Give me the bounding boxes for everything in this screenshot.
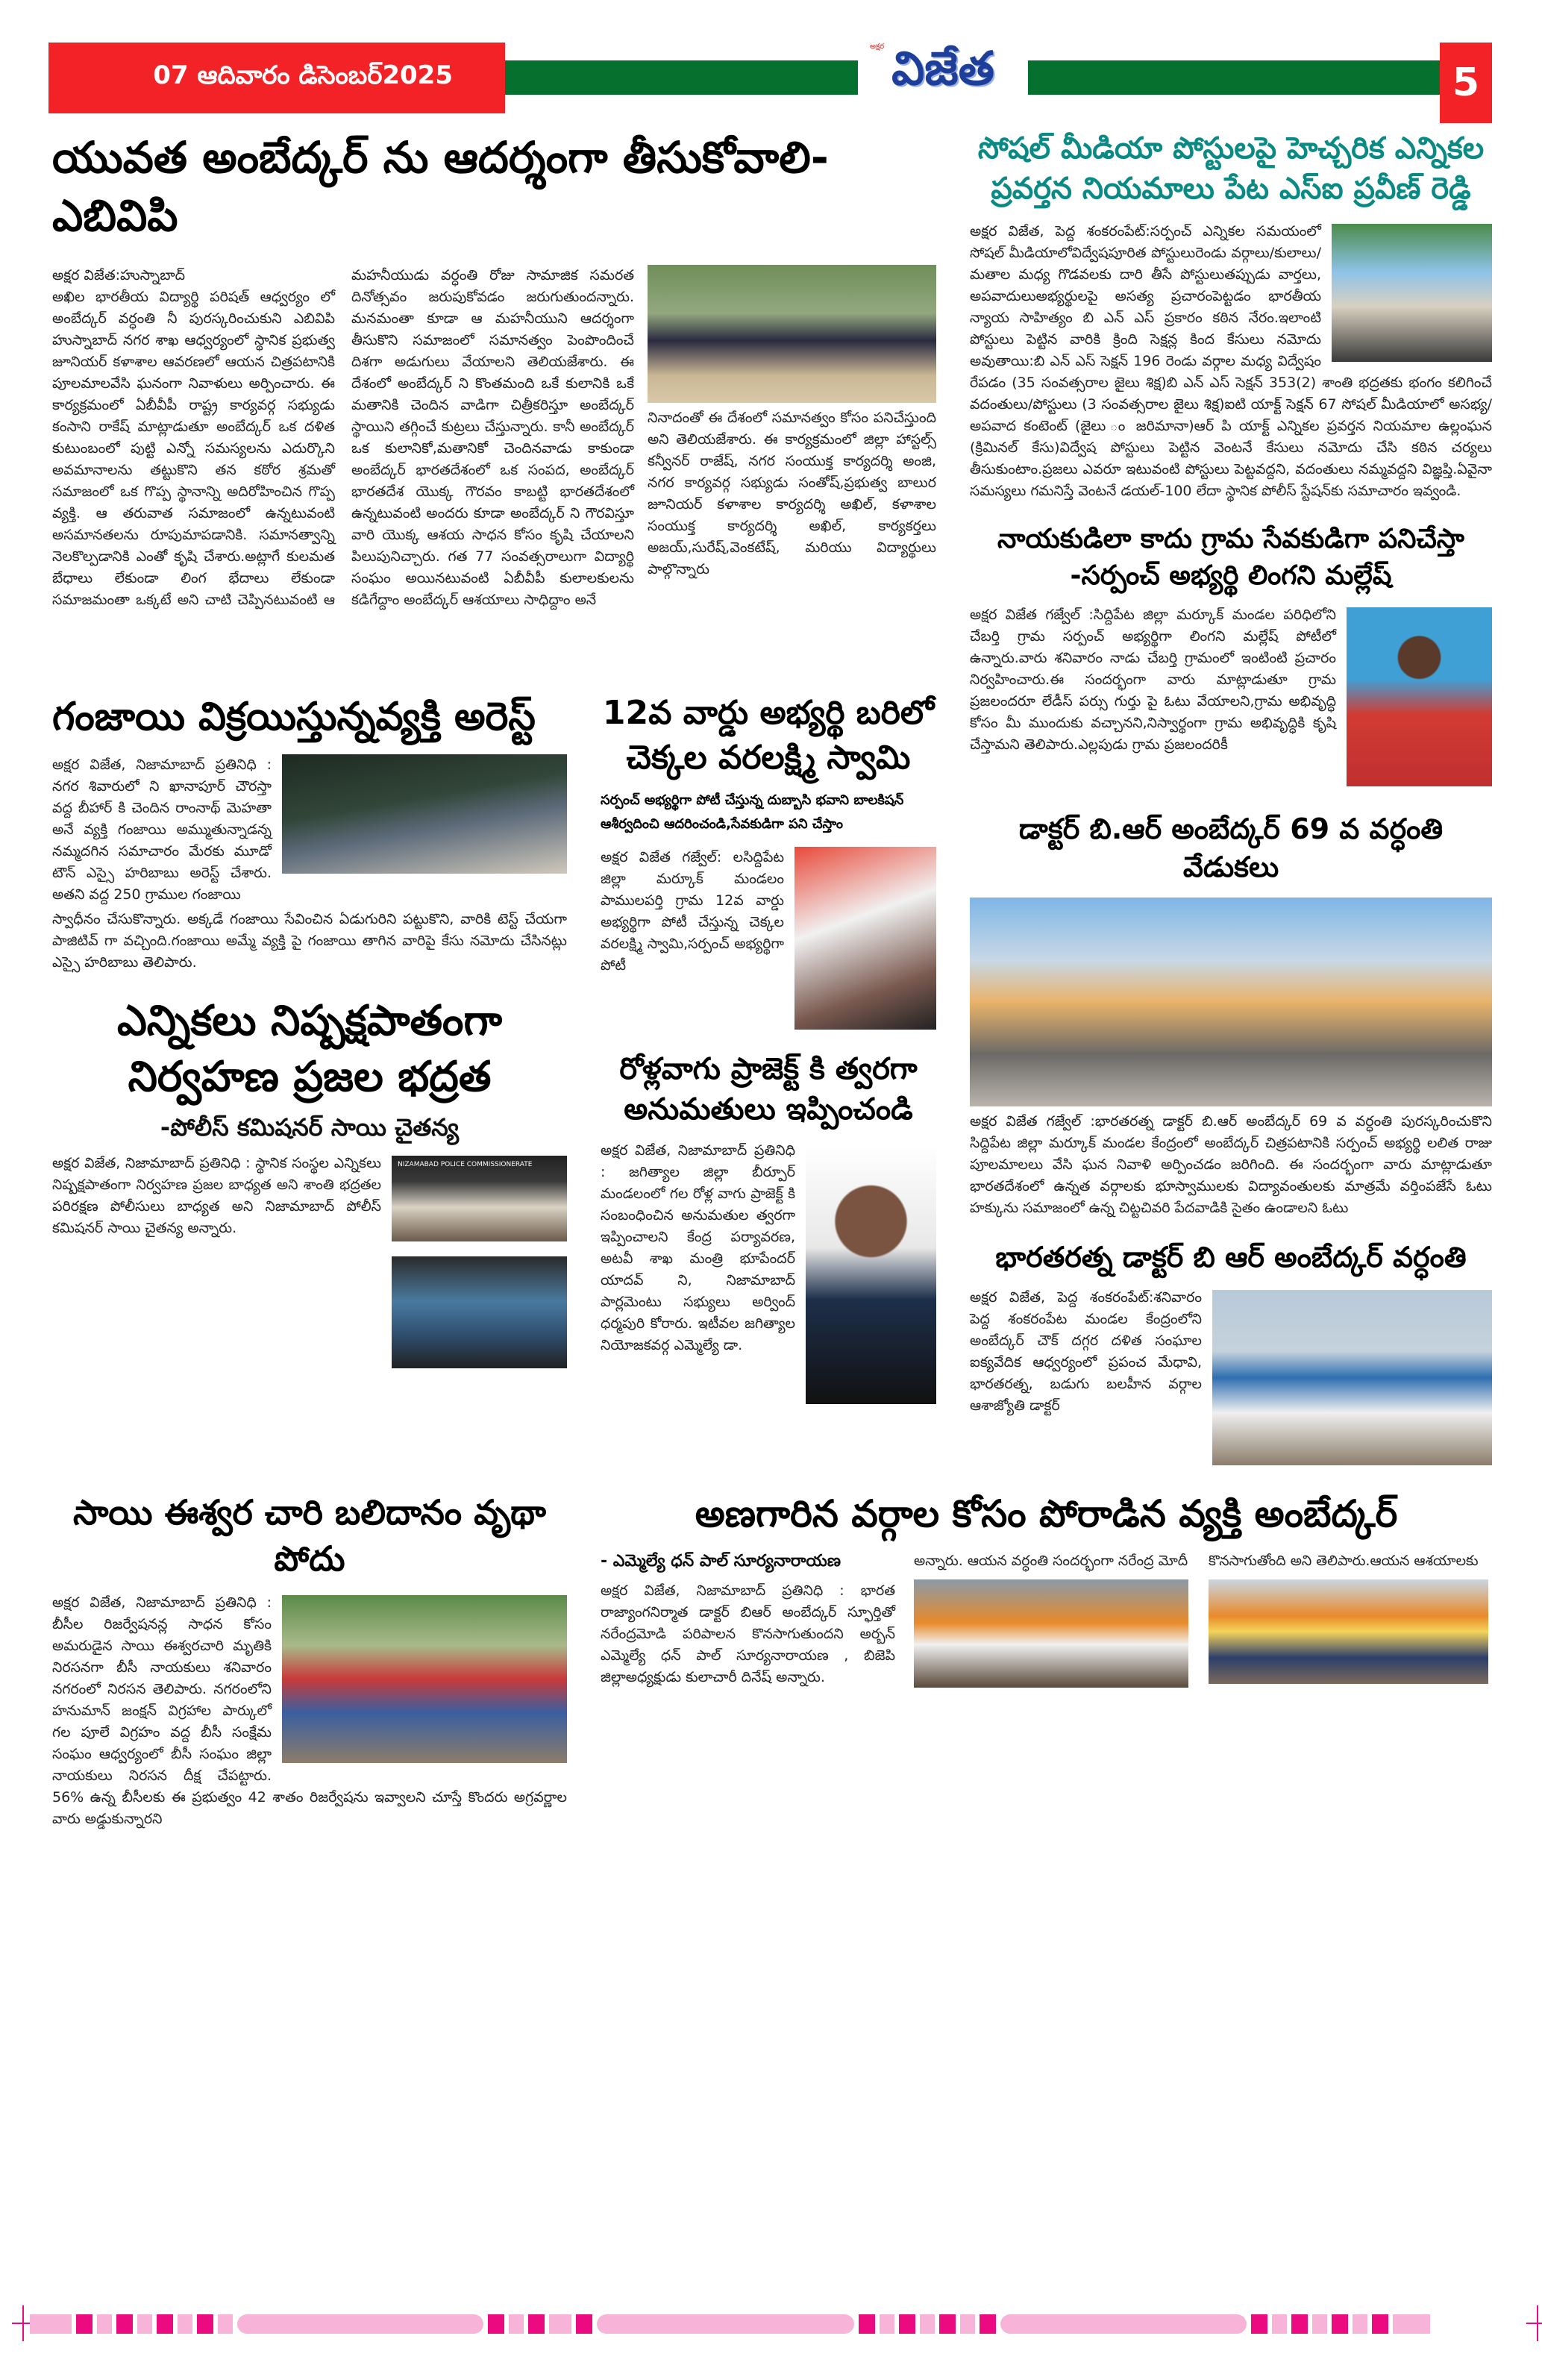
subtitle-elections: -పోలీస్ కమిషనర్ సాయి చైతన్య	[160, 1112, 460, 1142]
article-text: అఖిల భారతీయ విద్యార్థి పరిషత్ ఆధ్వర్యం లో అంబేద్కర్ వర్ధంతి నీ పురస్కరించుకుని ఎబివిపి హుస్నాబాద్ నగర శాఖ ఆధ్వర్యంలో స్థానిక ప్రభుత్వ జూనియర్ కళాశాల ఆవరణలో ఆయన చిత్రపటానికి పూలమాలవేసి ఘనంగా నివాళులు అర్పించారు. ఈ కార్యక్రమంలో ఏబీవీపీ రాష్ట్ర కార్యవర్గ సభ్యుడు కంసాని రాకేష్ మాట్లాడుతూ అంబేద్కర్ ఒక దళిత కుటుంబంలో పుట్టి ఎన్నో సమస్యలను ఎదుర్కొని అవమానాలను తట్టుకొని తన కఠోర శ్రమతో సమాజంలో ఒక గొప్ప స్థానాన్ని అదిరోహించిన గొప్ప వ్యక్తి. ఆ తరువాత సమాజంలో ఉన్నటువంటి అసమానతలను రూపుమాపడానికి. సమానత్వాన్ని నెలకొల్పడానికి ఎంతో కృషి చేశారు.అట్లాగే కులమత బేధాలు లేకుండా లింగ భేదాలు లేకుండా సమాజమంతా ఒక్కటే అని చాటి చెప్పినటువంటి ఆ మహనీయుడు వర్ధంతి రోజు సామాజిక సమరత దినోత్సవం జరుపుకోవడం జరుగుతుందన్నారు. మనమంతా కూడా ఆ మహనీయుని ఆదర్శంగా తీసుకొని సమాజంలో సమానత్వం పెంపొందించే దిశగా అడుగులు వేయాలని తెలియజేశారు. ఈ దేశంలో అంబేద్కర్ ని కొంతమంది ఒకే కులానికి ఒకే మతానికి చెందిన వాడిగా చిత్రీకరిస్తూ అంబేద్కర్ స్థాయిని తగ్గించే కుట్రలు చేస్తున్నారు. కానీ అంబేద్కర్ ఒక కులానికో,మతానికో చెందినవాడు కాకుండా అంబేద్కర్ భారతదేశంలో ఒక సంపద, అంబేద్కర్ భారతదేశ యొక్క గౌరవం కాబట్టి భారతదేశంలో ఉన్నటువంటి అందరు కూడా అంబేద్కర్ ని గౌరవిస్తూ వారి యొక్క ఆశయ సాధన కోసం కృషి చేయాలని పిలుపునిచ్చారు. గత 77 సంవత్సరాలుగా విద్యార్థి సంఘం అయినటువంటి ఏబీవీపీ కులాలకులను కడిగేద్దాం అంబేద్కర్ ఆశయాలు సాధిద్దాం అనే	[52, 266, 634, 608]
article-text: అక్షర విజేత, నిజామాబాద్ ప్రతినిధి : జగిత్యాల జిల్లా బీర్పూర్ మండలంలో గల రోళ్ల వాగు ప్రాజెక్ట్ కి సంబంధించిన అనుమతుల త్వరగా ఇప్పించాలని కేంద్ర పర్యావరణ, అటవీ శాఖ మంత్రి భూపేందర్ యాదవ్ ని, నిజామాబాద్ పార్లమెంటు సభ్యులు అర్వింద్ ధర్మపురి కోరారు. ఇటీవల జగిత్యాల నియోజకవర్గ ఎమ్మెల్యే డా.	[601, 1142, 795, 1354]
logo-tag: అక్షర	[870, 43, 885, 51]
article-abvp-body	[52, 265, 634, 611]
headline-line: ఎన్నికలు నిష్పక్షపాతంగా	[116, 996, 503, 1045]
right-column	[970, 128, 1492, 1470]
photo-caption: NIZAMABAD POLICE COMMISSIONERATE	[398, 1161, 533, 1168]
abvp-side	[648, 265, 936, 580]
photo-ambedkar-69-gathering	[970, 898, 1492, 1106]
headline-line: నిర్వహణ ప్రజల భద్రత	[128, 1053, 492, 1102]
headline-ganjai: గంజాయి విక్రయిస్తున్నవ్యక్తి అరెస్ట్	[52, 695, 536, 740]
article-sai-eshwar	[52, 1489, 567, 1830]
article-elections	[52, 993, 567, 1373]
anagarina-col2	[914, 1550, 1190, 1688]
subhead-ward12	[601, 789, 936, 836]
photo-mallesh-portrait	[1347, 607, 1492, 786]
subhead-line: ఆశీర్వదించి ఆదరించండి,సేవకుడిగా పని చేస్తాం	[601, 816, 843, 833]
article-abvp-continued: నినాదంతో ఈ దేశంలో సమానత్వం కోసం పనిచేస్తుంది అని తెలియజేశారు. ఈ కార్యక్రమంలో జిల్లా హాస్టల్స్ కన్వీనర్ రాజేష్, నగర సంయుక్త కార్యదర్శి అంజి, నగర కార్యవర్గ సభ్యుడు సంతోష్,ప్రభుత్వ బాలుర జూనియర్ కళాశాల కార్యదర్శి అఖిల్, కళాశాల సంయుక్త కార్యదర్శి అఖిల్, కార్యకర్తలు అజయ్,సురేష్,వెంకటేష్, మరియు విద్యార్థులు పాల్గొన్నారు	[648, 409, 936, 577]
article-social-media-body	[970, 221, 1492, 502]
article-text: అక్షర విజేత, పెద్ద శంకరంపేట్:శనివారం పెద్ద శంకరంపేట మండల కేంద్రంలోని అంబేద్కర్ చౌక్ దగ్గర దళిత సంఘాల ఐక్యవేదిక ఆధ్వర్యంలో ప్రపంచ మేధావి, భారతరత్న, బడుగు బలహీన వర్గాల ఆశాజ్యోతి డాక్టర్	[970, 1289, 1202, 1415]
headline-ambedkar-69: డాక్టర్ బి.ఆర్ అంబేద్కర్ 69 వ వర్ధంతి వేడుకలు	[1018, 812, 1444, 884]
page-number: 5	[1440, 43, 1492, 123]
masthead-band-left	[505, 60, 858, 95]
article-anagarina-col3: కొనసాగుతోంది అని తెలిపారు.ఆయన ఆశయాలకు	[1209, 1552, 1479, 1569]
photo-ward12-campaign	[794, 847, 936, 1030]
headline-line: నాయకుడిలా కాదు గ్రామ సేవకుడిగా పనిచేస్తా	[997, 524, 1464, 554]
article-grid	[52, 128, 1492, 1830]
article-sai-eshwar-body	[52, 1592, 567, 1830]
article-mallesh-body	[970, 604, 1492, 791]
headline-line: 12వ వార్డు అభ్యర్థి బరిలో	[602, 694, 935, 733]
newspaper-logo	[858, 39, 1028, 113]
masthead-band-right	[1028, 60, 1440, 95]
article-mallesh	[970, 522, 1492, 791]
article-text: అక్షర విజేత, నిజామాబాద్ ప్రతినిధి : బీసీల రిజర్వేషనన్ల సాధన కోసం అమరుడైన సాయి ఈశ్వరచారి మృతికి నిరసనగా బీసీ నాయకులు శనివారం నగరంలో నిరసన తెలిపారు. నగరంలోని హనుమాన్ జంక్షన్ విగ్రహాల పార్కులో గల పూలే విగ్రహం వద్ద బీసీ సంక్షేమ సంఘం ఆధ్వర్యంలో బీసీ సంఘం జిల్లా నాయకులు నిరసన దీక్ష చేపట్టారు. 56% ఉన్న బీసీలకు ఈ ప్రభుత్వం 42 శాతం రిజర్వేషను ఇవ్వాలని చూస్తే కొందరు అగ్రవర్ణాల వారు అడ్డుకున్నారని	[52, 1594, 567, 1828]
anagarina-col1	[601, 1550, 895, 1689]
photo-bc-protest	[282, 1595, 567, 1763]
article-bharataratna-body	[970, 1287, 1492, 1470]
headline-line: చెక్కల వరలక్ష్మి స్వామి	[626, 738, 911, 777]
article-bharataratna	[970, 1238, 1492, 1470]
photo-group-elections	[392, 1156, 567, 1368]
photo-commissioner-meeting	[392, 1156, 567, 1241]
dateline: అక్షర విజేత:హుస్నాబాద్	[52, 266, 186, 284]
headline-line: -సర్పంచ్ అభ్యర్థి లింగని మల్లేష్	[1070, 560, 1392, 591]
article-ward12-body: అక్షర విజేత గజ్వేల్: లసిద్దిపేట జిల్లా మర్కూక్ మండలం పాములపర్తి గ్రామ 12వ వార్డు అభ్యర్థిగా పోటీ చేస్తున్న చెక్కల వరలక్ష్మి స్వామి,సర్పంచ్ అభ్యర్థిగా పోటీ	[601, 849, 784, 974]
photo-abvp-group	[648, 265, 936, 403]
color-registration-strip	[30, 2314, 1514, 2334]
headline-abvp: యువత అంబేద్కర్ ను ఆదర్శంగా తీసుకోవాలి- ఎబివిపి	[52, 132, 829, 242]
photo-anagarina-tribute	[914, 1579, 1188, 1688]
headline-line: ప్రవర్తన నియమాలు పేట ఎస్ఐ ప్రవీణ్ రెడ్డి	[991, 172, 1471, 206]
headline-social-media	[970, 128, 1492, 209]
article-text: అక్షర విజేత, పెద్ద శంకరంపేట్:సర్పంచ్ ఎన్నికల సమయంలో సోషల్ మీడియాలోవిద్వేషపూరిత పోస్టులురెండు వర్గాలు/కులాలు/మతాల మధ్య గొడవలకు దారి తీసే పోస్టులుతప్పుడు వార్తలు, అపవాదులుఅభ్యర్థులపై అసత్య ప్రచారంపెట్టడం భారతీయ న్యాయ సాహిత్యం బి ఎన్ ఎస్ ప్రకారం కఠిన నేరం.ఇలాంటి పోస్టులు పెట్టిన వారికి క్రింది సెక్షన్ల కింద కేసులు నమోదు అవుతాయి:బి ఎన్ ఎస్ సెక్షన్ 196 రెండు వర్గాల మధ్య విద్వేషం రేపడం (35 సంవత్సరాల జైలు శిక్ష)బి ఎన్ ఎస్ సెక్షన్ 353(2) శాంతి భద్రతకు భంగం కలిగించే వదంతులు/పోస్టులు (3 సంవత్సరాల జైలు శిక్ష)ఐటి యాక్ట్ సెక్షన్ 67 సోషల్ మీడియాలో అసభ్య/అపవాద కంటెంట్ (జైలు ం జరిమానా)ఆర్ పి యాక్ట్ ఎన్నికల ప్రవర్తన నియమాల ఉల్లంఘన (క్రిమినల్ కేసు)విద్వేష పోస్టులు పెట్టిన వెంటనే కేసులు నమోదు చేసి కఠిన చర్యలు తీసుకుంటాం.ప్రజలు ఎవరూ ఇటువంటి పోస్టులు పెట్టవద్దని, వదంతులు నమ్మవద్దని విజ్ఞప్తి.ఏవైనా సమస్యలు గమనిస్తే వెంటనే డయల్-100 లేదా స్థానిక పోలీస్ స్టేషన్‌కు సమాచారం ఇవ్వండి.	[970, 223, 1492, 499]
article-abvp	[52, 128, 936, 611]
article-anagarina	[601, 1489, 1492, 1688]
article-rollavagu-body	[601, 1140, 936, 1409]
article-social-media	[970, 128, 1492, 502]
article-rollavagu	[601, 1049, 936, 1409]
headline-line: రోళ్లవాగు ప్రాజెక్ట్ కి త్వరగా	[619, 1052, 918, 1087]
photo-video-conference	[392, 1256, 567, 1368]
article-text: అక్షర విజేత గజ్వేల్ :సిద్దిపేట జిల్లా మర్కూక్ మండల పరిధిలోని చేబర్తి గ్రామ సర్పంచ్ అభ్యర్థిగా లింగని మల్లేష్ పోటీలో ఉన్నారు.వారు శనివారం నాడు చేబర్తి గ్రామంలో ఇంటింటి ప్రచారం నిర్వహించారు.ఈ సందర్భంగా వారు మాట్లాడుతూ గ్రామ ప్రజలందరూ లేడీస్ పర్సు గుర్తు పై ఓటు వేయాలని,గ్రామ అభివృద్ధి కోసం మీ ముందుకు వచ్చానని,నిస్వార్థంగా గ్రామ అభివృద్ధికి కృషి చేస్తామని తెలిపారు.ఎల్లపుడు గ్రామ ప్రజలందరికీ	[970, 607, 1336, 754]
headline-line: అనుమతులు ఇప్పించండి	[624, 1092, 913, 1127]
article-ganjai	[52, 691, 567, 973]
logo-text: విజేత	[891, 41, 994, 95]
subtitle-anagarina: - ఎమ్మెల్యే ధన్ పాల్ సూర్యనారాయణ	[601, 1551, 841, 1571]
left-column	[52, 691, 567, 1373]
registration-footer	[52, 2292, 1488, 2380]
issue-date: 07 ఆదివారం డిసెంబర్2025	[153, 60, 453, 90]
article-elections-body	[52, 1153, 567, 1373]
headline-sai-eshwar: సాయి ఈశ్వర చారి బలిదానం వృథా పోదు	[72, 1492, 547, 1579]
article-ambedkar-69-body: అక్షర విజేత గజ్వేల్ :భారతరత్న డాక్టర్ బి.ఆర్ అంబేద్కర్ 69 వ వర్ధంతి పురస్కరించుకొని సిద్దిపేట జిల్లా మర్కూక్ మండల కేంద్రంలో అంబేద్కర్ చిత్రపటానికి సర్పంచ్ అభ్యర్థి లలిత రాజు పూలమాలలు వేసి ఘన నివాళి అర్పించడం జరిగింది. ఈ సందర్భంగా వారు మాట్లాడుతూ భారతదేశంలో ఉన్నత వర్గాలకు భూస్వాములకు విద్యావంతులకు మాత్రమే వర్తింపజేసే ఓటు హక్కును సమాజంలో ఉన్న చిట్టచివరి పేదవాడికి సైతం ఉండాలని ఓటు	[970, 1112, 1492, 1216]
anagarina-col3	[1209, 1550, 1488, 1684]
headline-anagarina: అణగారిన వర్గాల కోసం పోరాడిన వ్యక్తి అంబేద్కర్	[695, 1492, 1398, 1536]
middle-column	[601, 691, 936, 1409]
registration-mark-right-h	[1526, 2323, 1542, 2324]
subhead-line: సర్పంచ్ అభ్యర్థిగా పోటీ చేస్తున్న దుబ్బాసి భవాని బాలకిషన్	[601, 792, 904, 809]
headline-bharataratna: భారతరత్న డాక్టర్ బి ఆర్ అంబేద్కర్ వర్ధంతి	[995, 1240, 1467, 1274]
photo-arvind-portrait	[806, 1143, 936, 1404]
photo-ganjai-arrest	[282, 754, 567, 874]
headline-mallesh	[970, 522, 1492, 594]
article-ward12	[601, 691, 936, 1030]
photo-bharataratna-event	[1212, 1290, 1492, 1465]
headline-line: సోషల్ మీడియా పోస్టులపై హెచ్చరిక ఎన్నికల	[977, 131, 1485, 166]
date-banner	[48, 43, 505, 113]
article-ambedkar-69	[970, 810, 1492, 1219]
headline-rollavagu	[601, 1049, 936, 1130]
headline-elections	[52, 993, 567, 1106]
article-anagarina-body: అక్షర విజేత, నిజామాబాద్ ప్రతినిధి : భారత రాజ్యాంగనిర్మాత డాక్టర్ బిఆర్ అంబేద్కర్ స్ఫూర్తితో నరేంద్రమోడి పరిపాలన కొనసాగుతుందని అర్బన్ ఎమ్మెల్యే ధన్ పాల్ సూర్యనారాయణ , బిజెపి జిల్లాఅధ్యక్షుడు కులాచారీ దినేష్ అన్నారు.	[601, 1582, 895, 1686]
article-anagarina-col2: అన్నారు. ఆయన వర్ధంతి సందర్భంగా నరేంద్ర మోదీ	[914, 1552, 1188, 1569]
photo-si-office	[1332, 224, 1492, 362]
photo-anagarina-leaders	[1209, 1579, 1488, 1684]
article-text: అక్షర విజేత, నిజామాబాద్ ప్రతినిధి : స్థానిక సంస్థల ఎన్నికలు నిష్పక్షపాతంగా నిర్వహణ ప్రజల బాధ్యత అని శాంతి భద్రతల పరిరక్షణ పోలీసులు బాధ్యత అని నిజామాబాద్ పోలీస్ కమిషనర్ సాయి చైతన్య అన్నారు.	[52, 1155, 381, 1236]
article-ganjai-continued: స్వాధీనం చేసుకొన్నారు. అక్కడే గంజాయి సేవించిన ఏడుగురిని పట్టుకొని, వారికి టెస్ట్ చేయగా పాజిటివ్ గా వచ్చింది.గంజాయి అమ్మే వ్యక్తి పై గంజాయి తాగిన వారిపై కేసు నమోదు చేసినట్లు ఎస్సై హరిబాబు తెలిపారు.	[52, 910, 567, 971]
headline-ward12	[601, 691, 936, 780]
article-ganjai-body: అక్షర విజేత, నిజామాబాద్ ప్రతినిధి : నగర శివారులో ని ఖానాపూర్ చౌరస్తా వద్ద బీహార్ కి చెందిన రాంనాథ్ మెహతా అనే వ్యక్తి గంజాయి అమ్ముతున్నాడన్న నమ్మదగిన సమాచారం మేరకు మూడో టౌన్ ఎస్సై హరిబాబు అరెస్ట్ చేశారు. అతని వద్ద 250 గ్రాముల గంజాయి	[52, 756, 272, 903]
